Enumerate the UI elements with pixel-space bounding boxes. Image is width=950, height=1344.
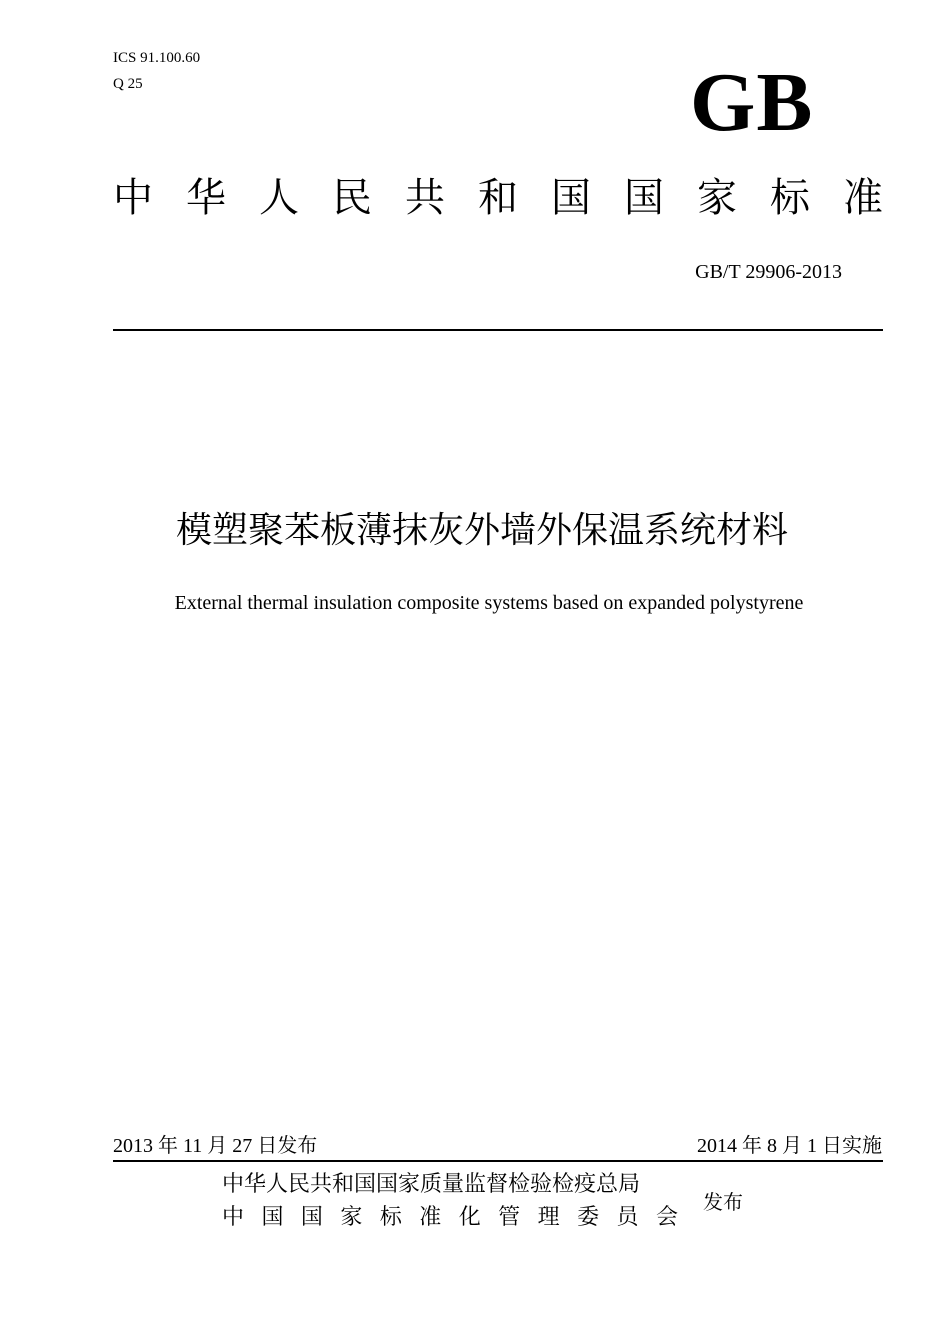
heading-char: 和: [478, 175, 518, 221]
top-divider: [113, 329, 883, 331]
issuer-char: 标: [379, 1205, 402, 1230]
heading-char: 共: [405, 175, 445, 221]
issuer-char: 委: [577, 1205, 600, 1230]
heading-char: 国: [551, 175, 591, 221]
classification-code: Q 25: [113, 76, 143, 92]
title-english: External thermal insulation composite systems based on expanded polystyrene: [174, 592, 804, 614]
bottom-divider: [113, 1160, 883, 1162]
national-standard-heading: [113, 170, 883, 226]
issuer-char: 家: [340, 1205, 363, 1230]
heading-char: 民: [332, 175, 372, 221]
heading-char: 人: [259, 175, 299, 221]
issuer-char: 国: [300, 1205, 323, 1230]
issuer-char: 员: [616, 1205, 639, 1230]
publish-label: 发布: [703, 1190, 743, 1214]
issue-date: 2013 年 11 月 27 日发布: [113, 1135, 318, 1157]
title-chinese: 模塑聚苯板薄抹灰外墙外保温系统材料: [175, 510, 788, 551]
document-number: GB/T 29906-2013: [695, 261, 842, 283]
implementation-date: 2014 年 8 月 1 日实施: [697, 1135, 882, 1157]
issuer-char: 会: [655, 1205, 678, 1230]
heading-char: 中: [113, 175, 153, 221]
heading-char: 华: [186, 175, 226, 221]
issuer-char: 国: [261, 1205, 284, 1230]
issuer-char: 理: [537, 1205, 560, 1230]
gb-logo: GB: [690, 56, 814, 149]
heading-char: 标: [770, 175, 810, 221]
issuer-sac: [222, 1203, 678, 1233]
heading-char: 准: [843, 175, 883, 221]
ics-code: ICS 91.100.60: [113, 50, 201, 66]
heading-char: 国: [624, 175, 664, 221]
issuer-char: 准: [419, 1205, 442, 1230]
heading-char: 家: [697, 175, 737, 221]
issuer-char: 化: [458, 1205, 481, 1230]
issuer-aqsiq: 中华人民共和国国家质量监督检验检疫总局: [222, 1172, 641, 1197]
issuer-char: 中: [222, 1205, 245, 1230]
issuer-char: 管: [498, 1205, 521, 1230]
